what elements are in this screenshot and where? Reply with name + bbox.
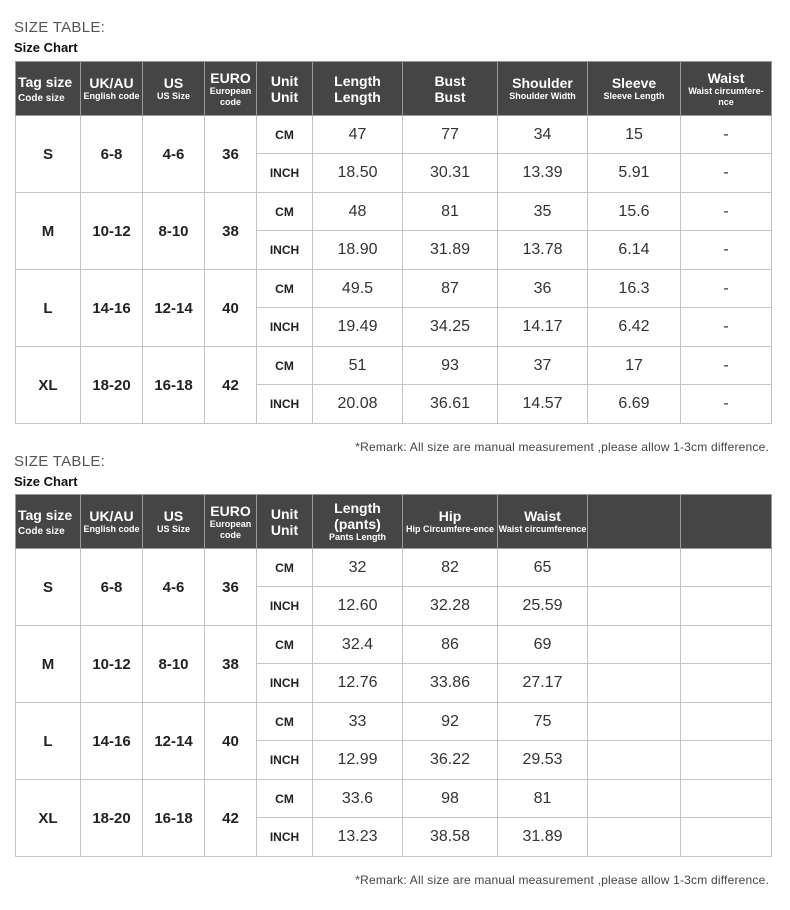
measurement-cell: [681, 818, 772, 857]
measurement-cell: 87: [403, 270, 498, 308]
measurement-cell: 17: [588, 347, 681, 385]
measurement-cell: -: [681, 385, 772, 424]
measurement-cell: 13.39: [498, 154, 588, 193]
unit-inch-cell: INCH: [257, 154, 313, 193]
tag-size-cell: S: [16, 549, 81, 626]
unit-inch-cell: INCH: [257, 664, 313, 703]
header-hip: Hip Hip Circumfere-ence: [403, 495, 498, 549]
measurement-cell: 15.6: [588, 193, 681, 231]
measurement-cell: 65: [498, 549, 588, 587]
table-row: [16, 193, 772, 231]
header-empty-1: [588, 495, 681, 549]
measurement-cell: 25.59: [498, 587, 588, 626]
measurement-cell: 12.99: [313, 741, 403, 780]
euro-size-cell: 42: [205, 347, 257, 424]
header-waist: Waist Waist circumfere-nce: [681, 62, 772, 116]
measurement-cell: 30.31: [403, 154, 498, 193]
remark-note-1: *Remark: All size are manual measurement ,please allow 1-3cm difference.: [355, 440, 769, 454]
uk-au-cell: 18-20: [81, 347, 143, 424]
header-bust: Bust Bust: [403, 62, 498, 116]
section-title-1: SIZE TABLE:: [14, 19, 106, 36]
measurement-cell: 18.90: [313, 231, 403, 270]
uk-au-cell: 14-16: [81, 270, 143, 347]
tag-size-cell: L: [16, 703, 81, 780]
measurement-cell: 19.49: [313, 308, 403, 347]
measurement-cell: 38.58: [403, 818, 498, 857]
measurement-cell: 29.53: [498, 741, 588, 780]
header-uk-au: UK/AU English code: [81, 495, 143, 549]
euro-size-cell: 38: [205, 626, 257, 703]
measurement-cell: 47: [313, 116, 403, 154]
measurement-cell: -: [681, 193, 772, 231]
measurement-cell: 32: [313, 549, 403, 587]
table-row: [16, 626, 772, 664]
measurement-cell: 33: [313, 703, 403, 741]
measurement-cell: [588, 780, 681, 818]
tag-size-cell: M: [16, 626, 81, 703]
measurement-cell: 81: [403, 193, 498, 231]
table-body-2: [16, 549, 772, 857]
table-header-row: [16, 62, 772, 116]
unit-cm-cell: CM: [257, 270, 313, 308]
measurement-cell: 36: [498, 270, 588, 308]
header-tag-size: Tag size Code size: [16, 62, 81, 116]
euro-size-cell: 36: [205, 116, 257, 193]
tag-size-cell: L: [16, 270, 81, 347]
measurement-cell: 77: [403, 116, 498, 154]
unit-inch-cell: INCH: [257, 231, 313, 270]
measurement-cell: [588, 818, 681, 857]
header-length: Length Length: [313, 62, 403, 116]
measurement-cell: [681, 626, 772, 664]
header-us: US US Size: [143, 62, 205, 116]
measurement-cell: 33.86: [403, 664, 498, 703]
header-uk-au: UK/AU English code: [81, 62, 143, 116]
header-waist: Waist Waist circumference: [498, 495, 588, 549]
measurement-cell: [588, 741, 681, 780]
measurement-cell: 12.76: [313, 664, 403, 703]
unit-cm-cell: CM: [257, 116, 313, 154]
tag-size-cell: S: [16, 116, 81, 193]
header-length-pants: Length (pants) Pants Length: [313, 495, 403, 549]
size-chart-subtitle-1: Size Chart: [14, 40, 78, 55]
measurement-cell: 32.4: [313, 626, 403, 664]
measurement-cell: 36.22: [403, 741, 498, 780]
measurement-cell: 86: [403, 626, 498, 664]
measurement-cell: [681, 703, 772, 741]
measurement-cell: 75: [498, 703, 588, 741]
measurement-cell: 35: [498, 193, 588, 231]
measurement-cell: [588, 549, 681, 587]
euro-size-cell: 42: [205, 780, 257, 857]
us-size-cell: 4-6: [143, 116, 205, 193]
header-euro: EURO European code: [205, 495, 257, 549]
unit-cm-cell: CM: [257, 626, 313, 664]
measurement-cell: 13.78: [498, 231, 588, 270]
unit-cm-cell: CM: [257, 703, 313, 741]
header-unit: Unit Unit: [257, 62, 313, 116]
measurement-cell: [588, 587, 681, 626]
table-row: [16, 703, 772, 741]
measurement-cell: [681, 664, 772, 703]
measurement-cell: 93: [403, 347, 498, 385]
measurement-cell: -: [681, 154, 772, 193]
table-row: [16, 347, 772, 385]
measurement-cell: -: [681, 347, 772, 385]
us-size-cell: 12-14: [143, 703, 205, 780]
measurement-cell: 81: [498, 780, 588, 818]
measurement-cell: -: [681, 270, 772, 308]
measurement-cell: 5.91: [588, 154, 681, 193]
measurement-cell: [681, 780, 772, 818]
header-empty-2: [681, 495, 772, 549]
measurement-cell: 34.25: [403, 308, 498, 347]
table-header-row: [16, 495, 772, 549]
us-size-cell: 12-14: [143, 270, 205, 347]
measurement-cell: [681, 741, 772, 780]
uk-au-cell: 10-12: [81, 626, 143, 703]
measurement-cell: 27.17: [498, 664, 588, 703]
measurement-cell: 6.42: [588, 308, 681, 347]
tag-size-cell: M: [16, 193, 81, 270]
measurement-cell: 92: [403, 703, 498, 741]
measurement-cell: 12.60: [313, 587, 403, 626]
measurement-cell: 6.14: [588, 231, 681, 270]
size-table-2: [15, 494, 772, 857]
section-title-2: SIZE TABLE:: [14, 453, 106, 470]
unit-cm-cell: CM: [257, 549, 313, 587]
table-body-1: [16, 116, 772, 424]
us-size-cell: 8-10: [143, 193, 205, 270]
us-size-cell: 4-6: [143, 549, 205, 626]
measurement-cell: 13.23: [313, 818, 403, 857]
unit-inch-cell: INCH: [257, 741, 313, 780]
unit-inch-cell: INCH: [257, 308, 313, 347]
uk-au-cell: 6-8: [81, 549, 143, 626]
size-table-1: [15, 61, 772, 424]
measurement-cell: [588, 626, 681, 664]
uk-au-cell: 14-16: [81, 703, 143, 780]
measurement-cell: 82: [403, 549, 498, 587]
unit-cm-cell: CM: [257, 347, 313, 385]
us-size-cell: 16-18: [143, 347, 205, 424]
euro-size-cell: 38: [205, 193, 257, 270]
table-row: [16, 270, 772, 308]
us-size-cell: 8-10: [143, 626, 205, 703]
remark-note-2: *Remark: All size are manual measurement ,please allow 1-3cm difference.: [355, 873, 769, 887]
header-sleeve: Sleeve Sleeve Length: [588, 62, 681, 116]
unit-cm-cell: CM: [257, 780, 313, 818]
measurement-cell: [588, 703, 681, 741]
measurement-cell: -: [681, 231, 772, 270]
measurement-cell: 37: [498, 347, 588, 385]
measurement-cell: 36.61: [403, 385, 498, 424]
unit-inch-cell: INCH: [257, 587, 313, 626]
measurement-cell: 20.08: [313, 385, 403, 424]
unit-cm-cell: CM: [257, 193, 313, 231]
table-row: [16, 549, 772, 587]
measurement-cell: 31.89: [498, 818, 588, 857]
measurement-cell: 98: [403, 780, 498, 818]
measurement-cell: -: [681, 116, 772, 154]
measurement-cell: -: [681, 308, 772, 347]
measurement-cell: 14.17: [498, 308, 588, 347]
tag-size-cell: XL: [16, 347, 81, 424]
header-us: US US Size: [143, 495, 205, 549]
measurement-cell: 16.3: [588, 270, 681, 308]
uk-au-cell: 10-12: [81, 193, 143, 270]
measurement-cell: 31.89: [403, 231, 498, 270]
us-size-cell: 16-18: [143, 780, 205, 857]
measurement-cell: 32.28: [403, 587, 498, 626]
table-row: [16, 780, 772, 818]
size-chart-subtitle-2: Size Chart: [14, 474, 78, 489]
header-euro: EURO European code: [205, 62, 257, 116]
measurement-cell: 51: [313, 347, 403, 385]
measurement-cell: 6.69: [588, 385, 681, 424]
unit-inch-cell: INCH: [257, 385, 313, 424]
euro-size-cell: 40: [205, 270, 257, 347]
euro-size-cell: 36: [205, 549, 257, 626]
measurement-cell: [588, 664, 681, 703]
tag-size-cell: XL: [16, 780, 81, 857]
measurement-cell: 15: [588, 116, 681, 154]
measurement-cell: 33.6: [313, 780, 403, 818]
measurement-cell: 14.57: [498, 385, 588, 424]
uk-au-cell: 18-20: [81, 780, 143, 857]
measurement-cell: 49.5: [313, 270, 403, 308]
measurement-cell: 69: [498, 626, 588, 664]
measurement-cell: 48: [313, 193, 403, 231]
measurement-cell: 34: [498, 116, 588, 154]
measurement-cell: [681, 549, 772, 587]
euro-size-cell: 40: [205, 703, 257, 780]
unit-inch-cell: INCH: [257, 818, 313, 857]
measurement-cell: [681, 587, 772, 626]
uk-au-cell: 6-8: [81, 116, 143, 193]
header-shoulder: Shoulder Shoulder Width: [498, 62, 588, 116]
header-tag-size: Tag size Code size: [16, 495, 81, 549]
table-row: [16, 116, 772, 154]
measurement-cell: 18.50: [313, 154, 403, 193]
header-unit: Unit Unit: [257, 495, 313, 549]
